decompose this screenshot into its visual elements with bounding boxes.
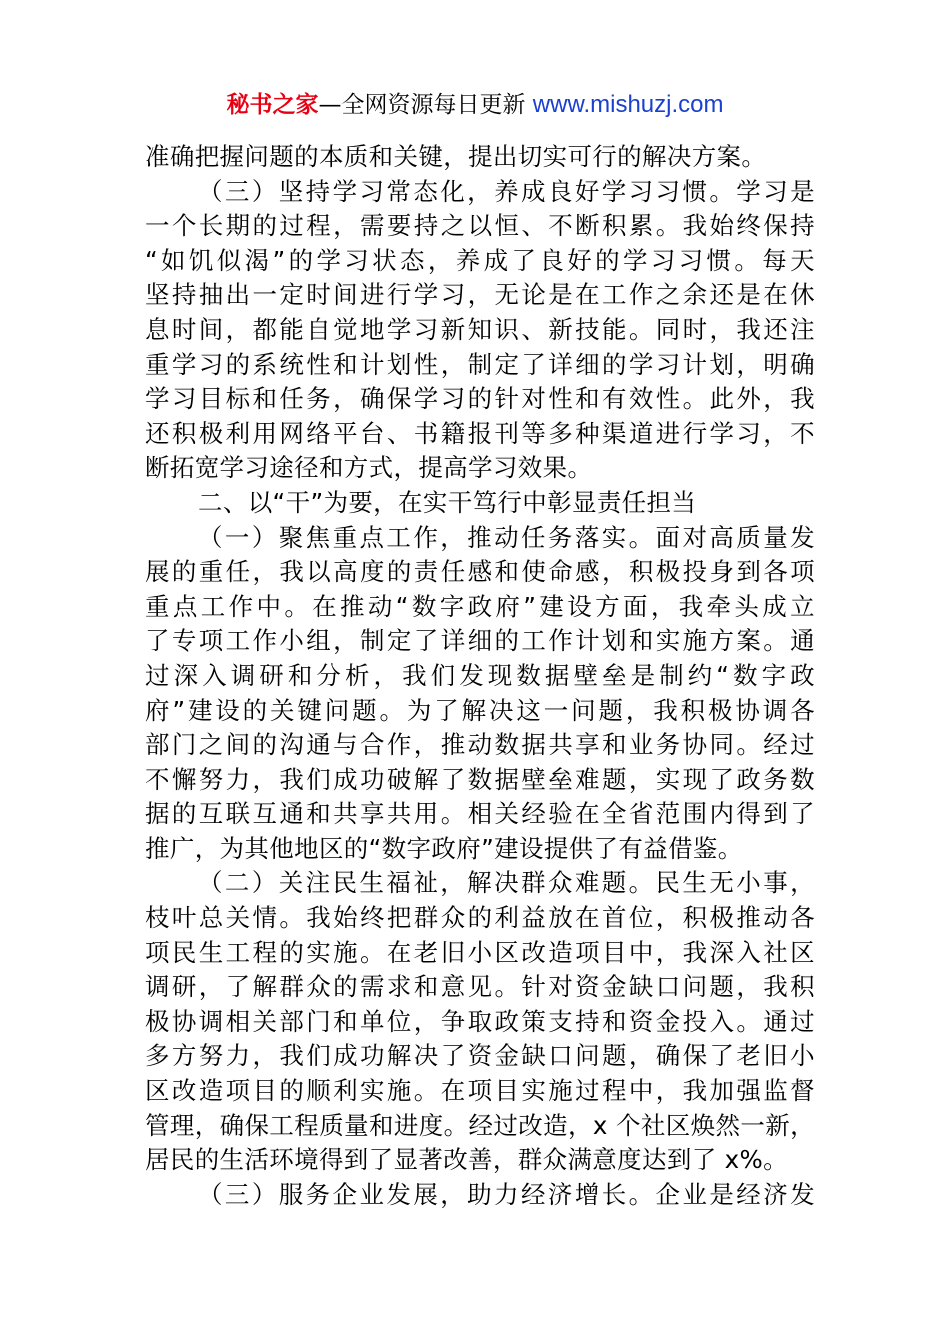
site-url-link[interactable]: www.mishuzj.com (532, 91, 724, 118)
text-line: 项民生工程的实施。在老旧小区改造项目中，我深入社区 (145, 937, 815, 967)
text-line: 区改造项目的顺利实施。在项目实施过程中，我加强监督 (145, 1076, 815, 1106)
text-line: （一）聚焦重点工作，推动任务落实。面对高质量发 (198, 522, 815, 552)
text-line: 据的互联互通和共享共用。相关经验在全省范围内得到了 (145, 799, 815, 829)
text-line: 了专项工作小组，制定了详细的工作计划和实施方案。通 (145, 626, 815, 656)
text-line: 多方努力，我们成功解决了资金缺口问题，确保了老旧小 (145, 1041, 815, 1071)
text-line: （三）服务企业发展，助力经济增长。企业是经济发 (198, 1179, 815, 1209)
text-line: （三）坚持学习常态化，养成良好学习习惯。学习是 (198, 176, 815, 206)
text-line: 断拓宽学习途径和方式，提高学习效果。 (145, 453, 593, 483)
text-line: 不懈努力，我们成功破解了数据壁垒难题，实现了政务数 (145, 764, 815, 794)
text-line: 准确把握问题的本质和关键，提出切实可行的解决方案。 (145, 142, 767, 171)
site-slogan: —全网资源每日更新 (318, 92, 526, 118)
text-line: 坚持抽出一定时间进行学习，无论是在工作之余还是在休 (145, 280, 815, 310)
text-line: 推广，为其他地区的“数字政府”建设提供了有益借鉴。 (145, 833, 743, 863)
text-line: 学习目标和任务，确保学习的针对性和有效性。此外，我 (145, 384, 815, 414)
site-header (0, 88, 950, 122)
text-line: 一个长期的过程，需要持之以恒、不断积累。我始终保持 (145, 211, 815, 241)
text-line: 过深入调研和分析，我们发现数据壁垒是制约“数字政 (145, 660, 815, 690)
document-body (145, 140, 815, 1212)
text-line: 重点工作中。在推动“数字政府”建设方面，我牵头成立 (145, 591, 815, 621)
text-line: 府”建设的关键问题。为了解决这一问题，我积极协调各 (145, 695, 815, 725)
text-line: 枝叶总关情。我始终把群众的利益放在首位，积极推动各 (145, 903, 815, 933)
text-line: 居民的生活环境得到了显著改善，群众满意度达到了 x%。 (145, 1145, 789, 1175)
text-line: 极协调相关部门和单位，争取政策支持和资金投入。通过 (145, 1006, 815, 1036)
text-line: 重学习的系统性和计划性，制定了详细的学习计划，明确 (145, 349, 815, 379)
text-line: 还积极利用网络平台、书籍报刊等多种渠道进行学习，不 (145, 418, 815, 448)
text-line: 息时间，都能自觉地学习新知识、新技能。同时，我还注 (145, 314, 815, 344)
site-brand: 秘书之家 (226, 92, 319, 118)
text-line: 调研，了解群众的需求和意见。针对资金缺口问题，我积 (145, 972, 815, 1002)
text-line: 展的重任，我以高度的责任感和使命感，积极投身到各项 (145, 557, 815, 587)
text-line: 部门之间的沟通与合作，推动数据共享和业务协同。经过 (145, 730, 815, 760)
text-line: （二）关注民生福祉，解决群众难题。民生无小事， (198, 868, 815, 898)
section-heading: 二、以“干”为要，在实干笃行中彰显责任担当 (198, 487, 697, 517)
text-line: “如饥似渴”的学习状态，养成了良好的学习习惯。每天 (145, 245, 815, 275)
text-line: 管理，确保工程质量和进度。经过改造，x 个社区焕然一新， (145, 1110, 815, 1140)
